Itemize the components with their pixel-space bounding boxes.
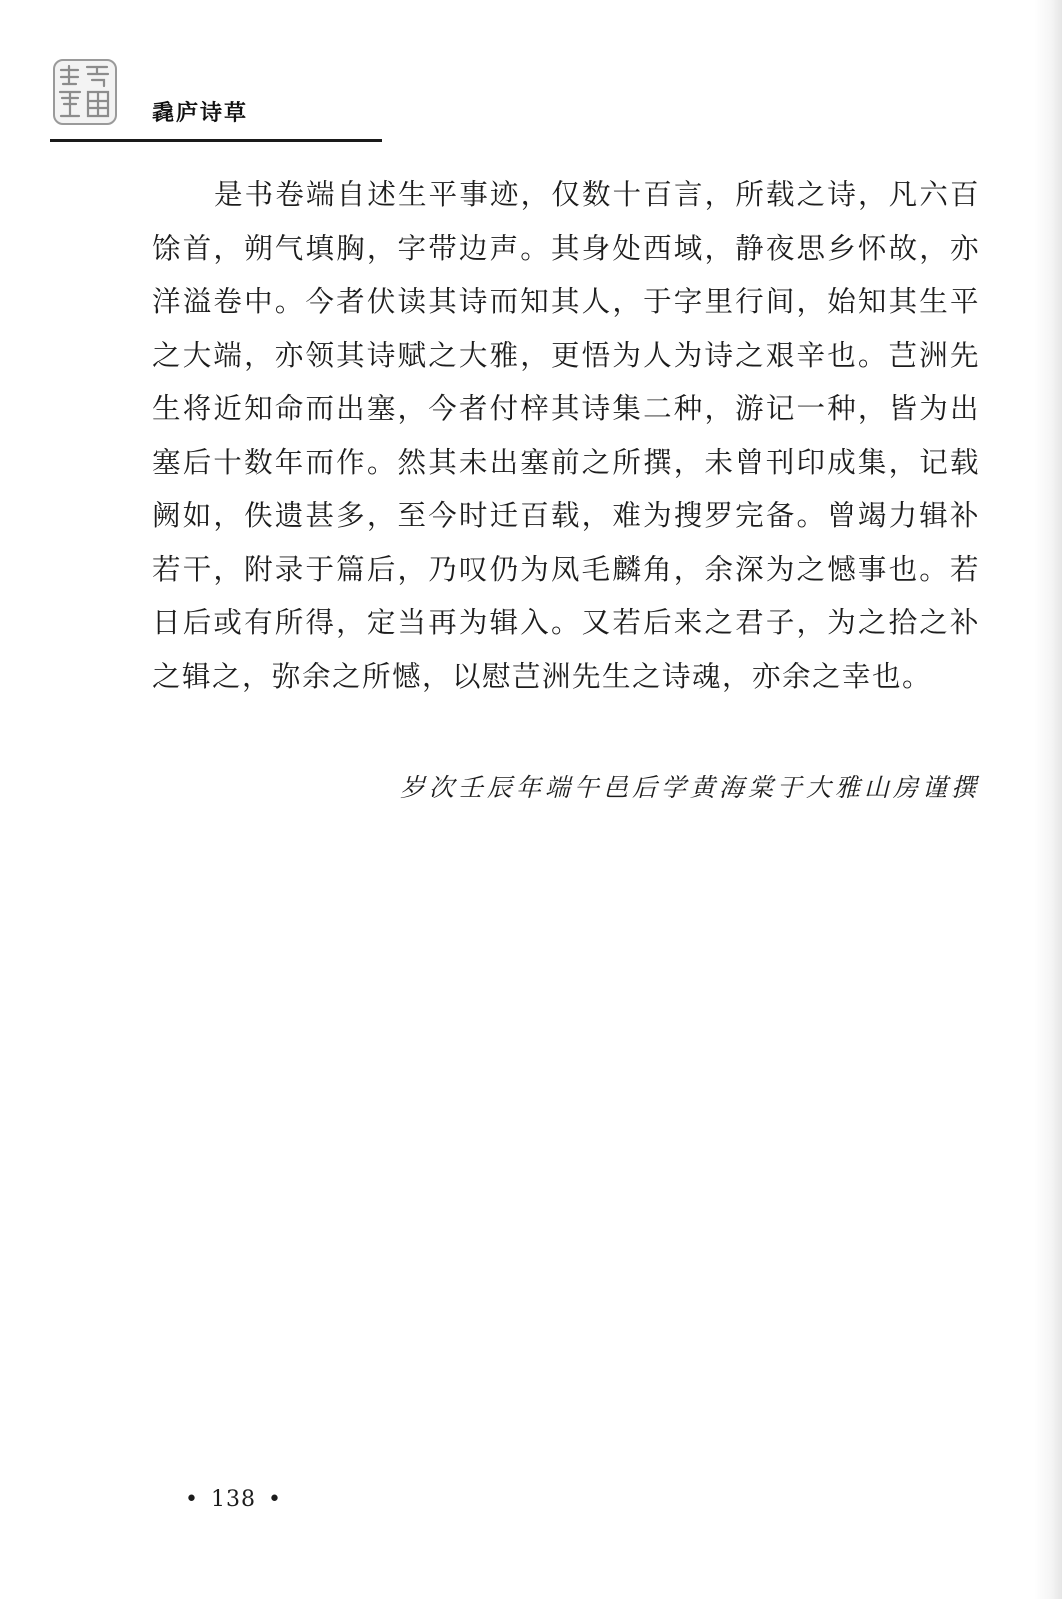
bullet-left-icon: • (185, 1487, 199, 1512)
header-rule (50, 139, 382, 142)
body-paragraph: 是书卷端自述生平事迹，仅数十百言，所载之诗，凡六百馀首，朔气填胸，字带边声。其身处西域，静夜思乡怀故，亦洋溢卷中。今者伏读其诗而知其人，于字里行间，始知其生平之大端，亦领其诗赋之大雅，更悟为人为诗之艰辛也。芑洲先生将近知命而出塞，今者付梓其诗集二种，游记一种，皆为出塞后十数年而作。然其未出塞前之所撰，未曾刊印成集，记载阙如，佚遗甚多，至今时迁百载，难为搜罗完备。曾竭力辑补若干，附录于篇后，乃叹仍为凤毛麟角，余深为之憾事也。若日后或有所得，定当再为辑入。又若后来之君子，为之拾之补之辑之，弥余之所憾，以慰芑洲先生之诗魂，亦余之幸也。 (152, 178, 980, 693)
page-number-value: 138 (210, 1487, 256, 1512)
bullet-right-icon: • (267, 1487, 282, 1512)
page-number (173, 1487, 294, 1512)
page-edge-shadow (1034, 0, 1062, 1599)
signature-line: 岁次壬辰年端午邑后学黄海棠于大雅山房谨撰 (399, 773, 980, 802)
running-header-title: 毳庐诗草 (152, 101, 249, 126)
seal-stamp-icon (52, 58, 118, 126)
